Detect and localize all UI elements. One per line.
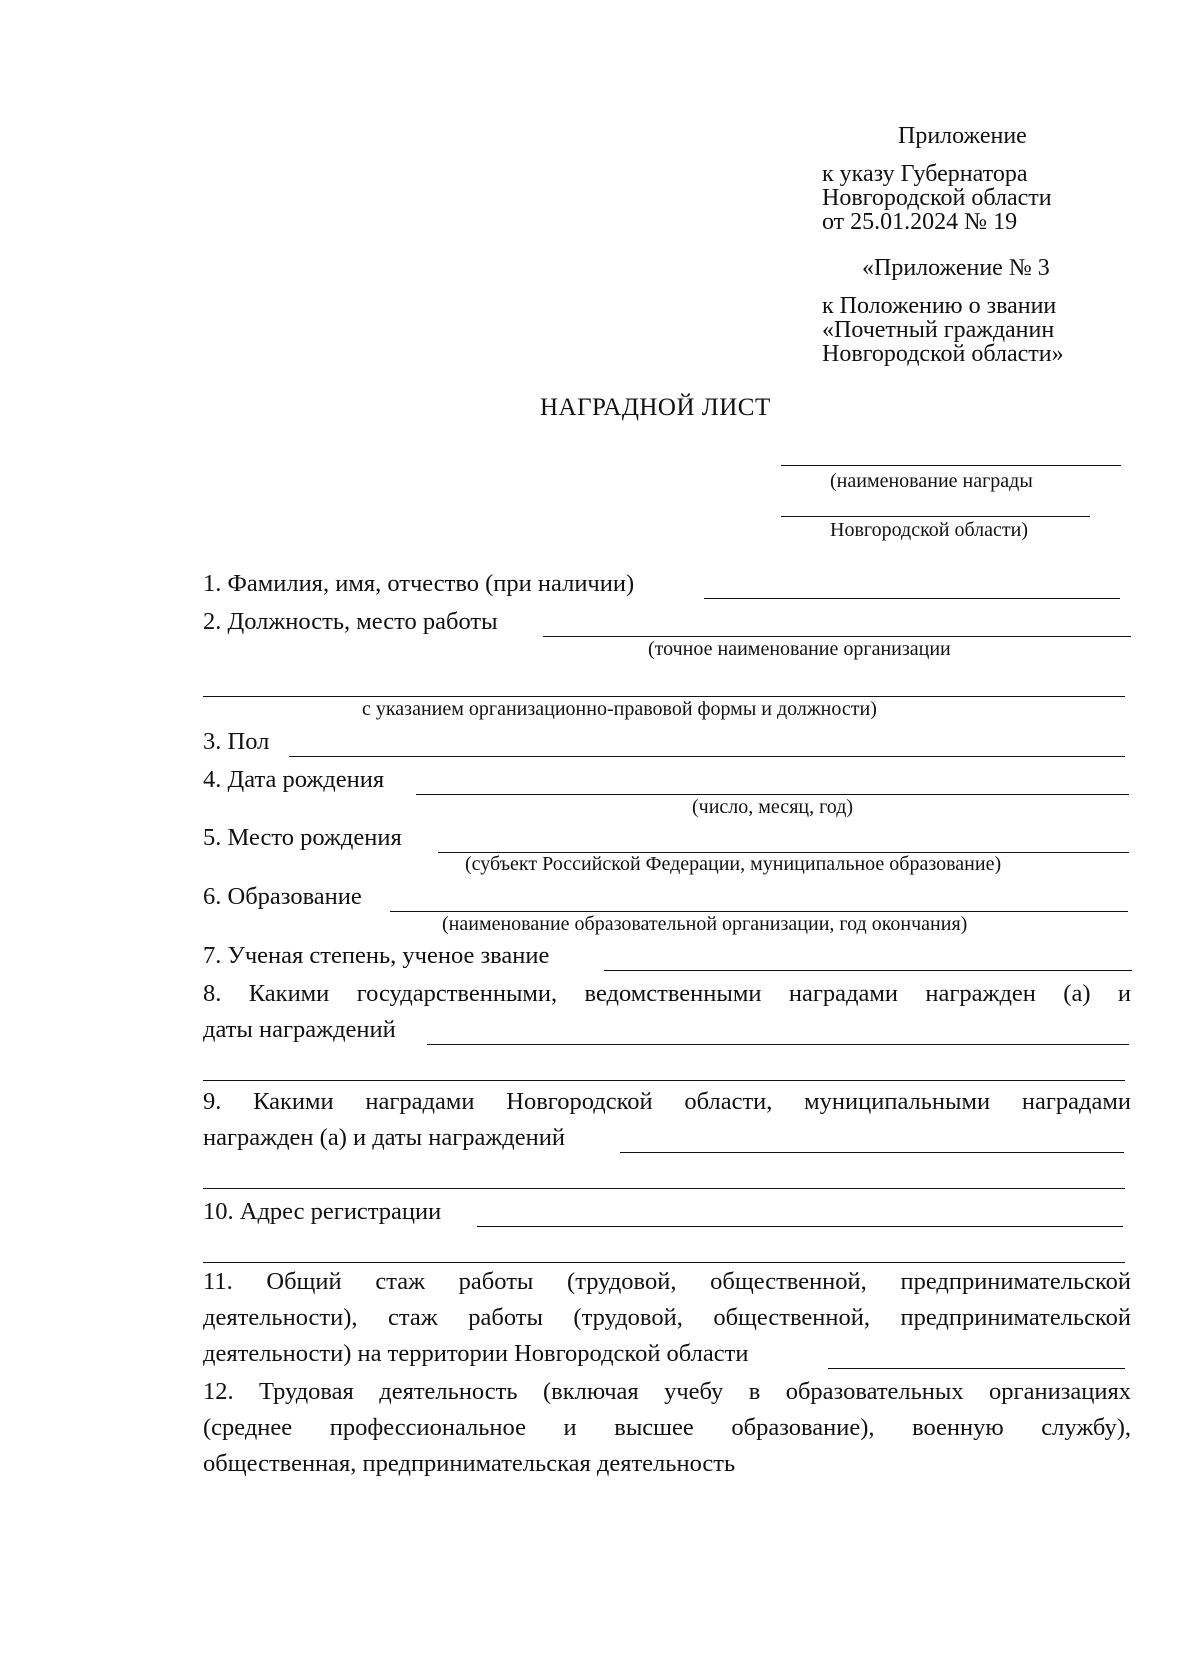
position-workplace-field-2[interactable] — [203, 696, 1125, 697]
field-10-label: 10. Адрес регистрации — [203, 1198, 442, 1225]
award-name-line-2[interactable] — [781, 516, 1090, 517]
work-experience-field[interactable] — [828, 1368, 1125, 1369]
regulation-line-3: Новгородской области» — [822, 341, 1064, 367]
decree-line-2: Новгородской области — [822, 185, 1052, 211]
position-workplace-field[interactable] — [543, 636, 1131, 637]
decree-line-3: от 25.01.2024 № 19 — [822, 209, 1018, 235]
state-awards-field-2[interactable] — [203, 1080, 1125, 1081]
field-11-label-line-3: деятельности) на территории Новгородской области — [203, 1340, 749, 1367]
field-12-label-line-3: общественная, предпринимательская деятельность — [203, 1450, 736, 1477]
field-2-label: 2. Должность, место работы — [203, 608, 498, 635]
degree-field[interactable] — [604, 970, 1132, 971]
registration-address-field-2[interactable] — [203, 1262, 1125, 1263]
field-6-label: 6. Образование — [203, 883, 362, 910]
field-4-label: 4. Дата рождения — [203, 766, 385, 793]
page-title: НАГРАДНОЙ ЛИСТ — [540, 394, 771, 421]
field-7-label: 7. Ученая степень, ученое звание — [203, 942, 550, 969]
state-awards-field[interactable] — [427, 1044, 1129, 1045]
award-caption-1: (наименование награды — [830, 470, 1033, 492]
field-5-hint: (субъект Российской Федерации, муниципальное образование) — [465, 853, 1002, 875]
field-5-label: 5. Место рождения — [203, 824, 402, 851]
regional-awards-field-2[interactable] — [203, 1188, 1125, 1189]
regulation-line-2: «Почетный гражданин — [822, 317, 1055, 343]
regulation-reference — [822, 294, 1064, 366]
decree-reference — [822, 162, 1052, 234]
field-9-label-line-2: награжден (а) и даты награждений — [203, 1124, 565, 1151]
field-4-hint: (число, месяц, год) — [692, 796, 854, 818]
field-2-hint-2: с указанием организационно-правовой формы и должности) — [362, 698, 877, 720]
award-name-line-1[interactable] — [781, 465, 1121, 466]
education-field[interactable] — [390, 911, 1128, 912]
field-11-label-line-1: 11. Общий стаж работы (трудовой, общественной, предпринимательской — [203, 1268, 1131, 1295]
registration-address-field[interactable] — [477, 1226, 1123, 1227]
regulation-line-1: к Положению о звании — [822, 293, 1057, 319]
birth-date-field[interactable] — [416, 794, 1129, 795]
field-8-label-line-2: даты награждений — [203, 1016, 396, 1043]
field-1-label: 1. Фамилия, имя, отчество (при наличии) — [203, 570, 635, 597]
appendix-label: Приложение — [898, 123, 1027, 149]
field-6-hint: (наименование образовательной организации, год окончания) — [442, 913, 968, 935]
field-12-label-line-1: 12. Трудовая деятельность (включая учебу в образовательных организациях — [203, 1378, 1131, 1405]
field-9-label-line-1: 9. Какими наградами Новгородской области, муниципальными наградами — [203, 1088, 1131, 1115]
full-name-field[interactable] — [704, 598, 1120, 599]
award-caption-2: Новгородской области) — [830, 519, 1028, 541]
appendix-3-label: «Приложение № 3 — [862, 255, 1050, 281]
field-8-label-line-1: 8. Какими государственными, ведомственными наградами награжден (а) и — [203, 980, 1131, 1007]
regional-awards-field[interactable] — [620, 1152, 1124, 1153]
field-2-hint-1: (точное наименование организации — [648, 638, 951, 660]
field-11-label-line-2: деятельности), стаж работы (трудовой, общественной, предпринимательской — [203, 1304, 1131, 1331]
field-3-label: 3. Пол — [203, 728, 270, 755]
field-12-label-line-2: (среднее профессиональное и высшее образование), военную службу), — [203, 1414, 1131, 1441]
gender-field[interactable] — [289, 756, 1125, 757]
decree-line-1: к указу Губернатора — [822, 161, 1028, 187]
